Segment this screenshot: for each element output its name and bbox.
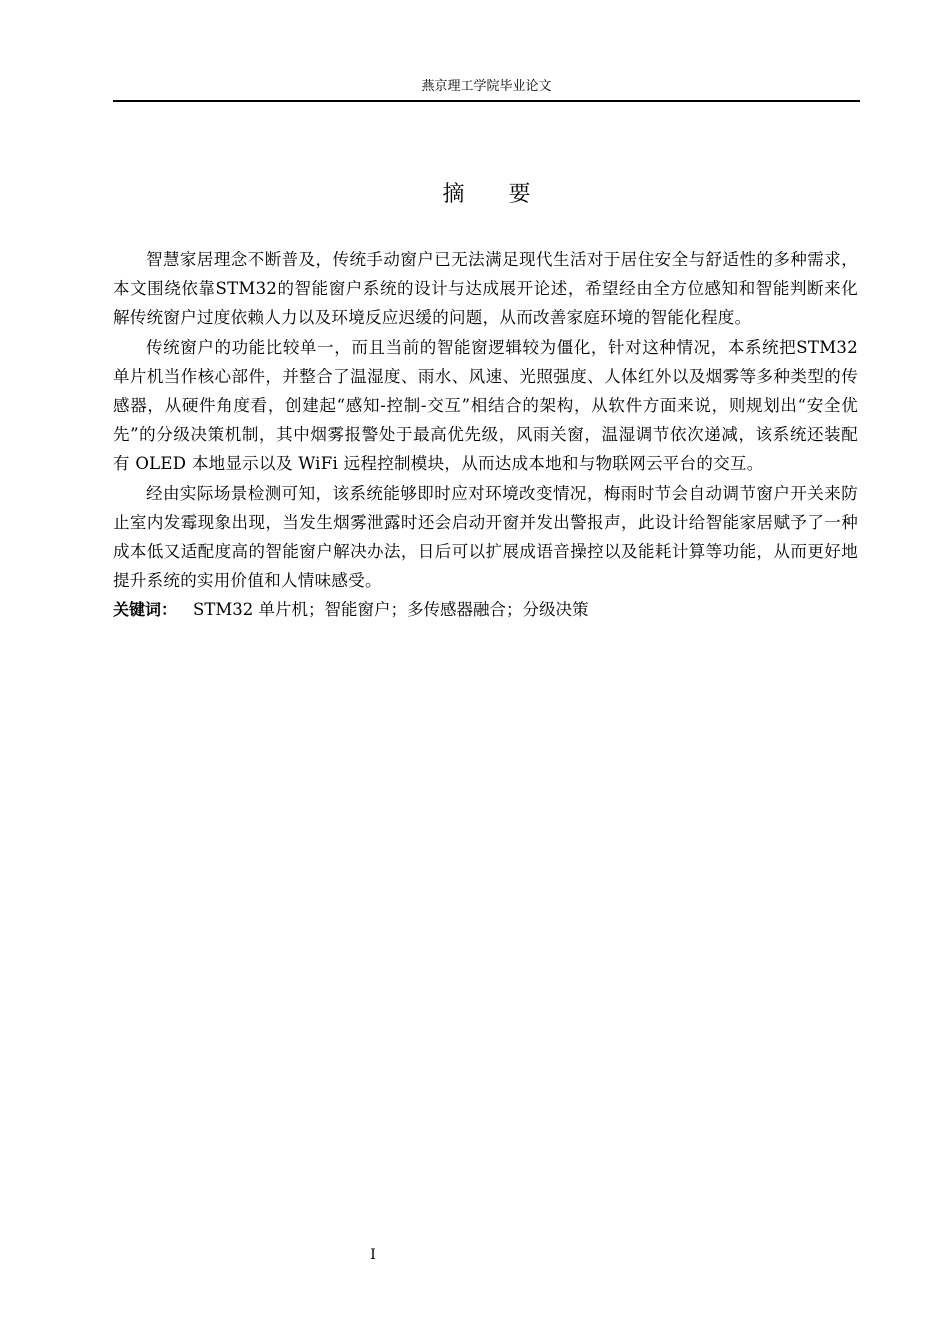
abstract-paragraph-2: 传统窗户的功能比较单一，而且当前的智能窗逻辑较为僵化，针对这种情况，本系统把STM32单片机当作核心部件，并整合了温湿度、雨水、风速、光照强度、人体红外以及烟雾等多种类型的传感器，从硬件角度看，创建起“感知-控制-交互”相结合的架构，从软件方面来说，则规划出“安全优先”的分级决策机制，其中烟雾报警处于最高优先级，风雨关窗，温湿调节依次递减，该系统还装配有 OLED 本地显示以及 WiFi 远程控制模块，从而达成本地和与物联网云平台的交互。 [113,337,858,474]
keywords-label: 关键词： [113,600,178,620]
page-number: I [370,1247,376,1263]
header-rule [113,100,860,102]
page-header: 燕京理工学院毕业论文 [421,79,552,94]
abstract-paragraph-3: 经由实际场景检测可知，该系统能够即时应对环境改变情况，梅雨时节会自动调节窗户开关来防止室内发霉现象出现，当发生烟雾泄露时还会启动开窗并发出警报声，此设计给智能家居赋予了一种成本低又适配度高的智能窗户解决办法，日后可以扩展成语音操控以及能耗计算等功能，从而更好地提升系统的实用价值和人情味感受。 [113,483,858,591]
keywords-text: STM32 单片机；智能窗户；多传感器融合；分级决策 [193,600,589,620]
abstract-paragraph-1: 智慧家居理念不断普及，传统手动窗户已无法满足现代生活对于居住安全与舒适性的多种需求，本文围绕依靠STM32的智能窗户系统的设计与达成展开论述，希望经由全方位感知和智能判断来化解传统窗户过度依赖人力以及环境反应迟缓的问题，从而改善家庭环境的智能化程度。 [113,250,858,328]
abstract-body [113,245,858,625]
keywords-line [113,595,858,624]
abstract-title: 摘要 [442,182,575,207]
